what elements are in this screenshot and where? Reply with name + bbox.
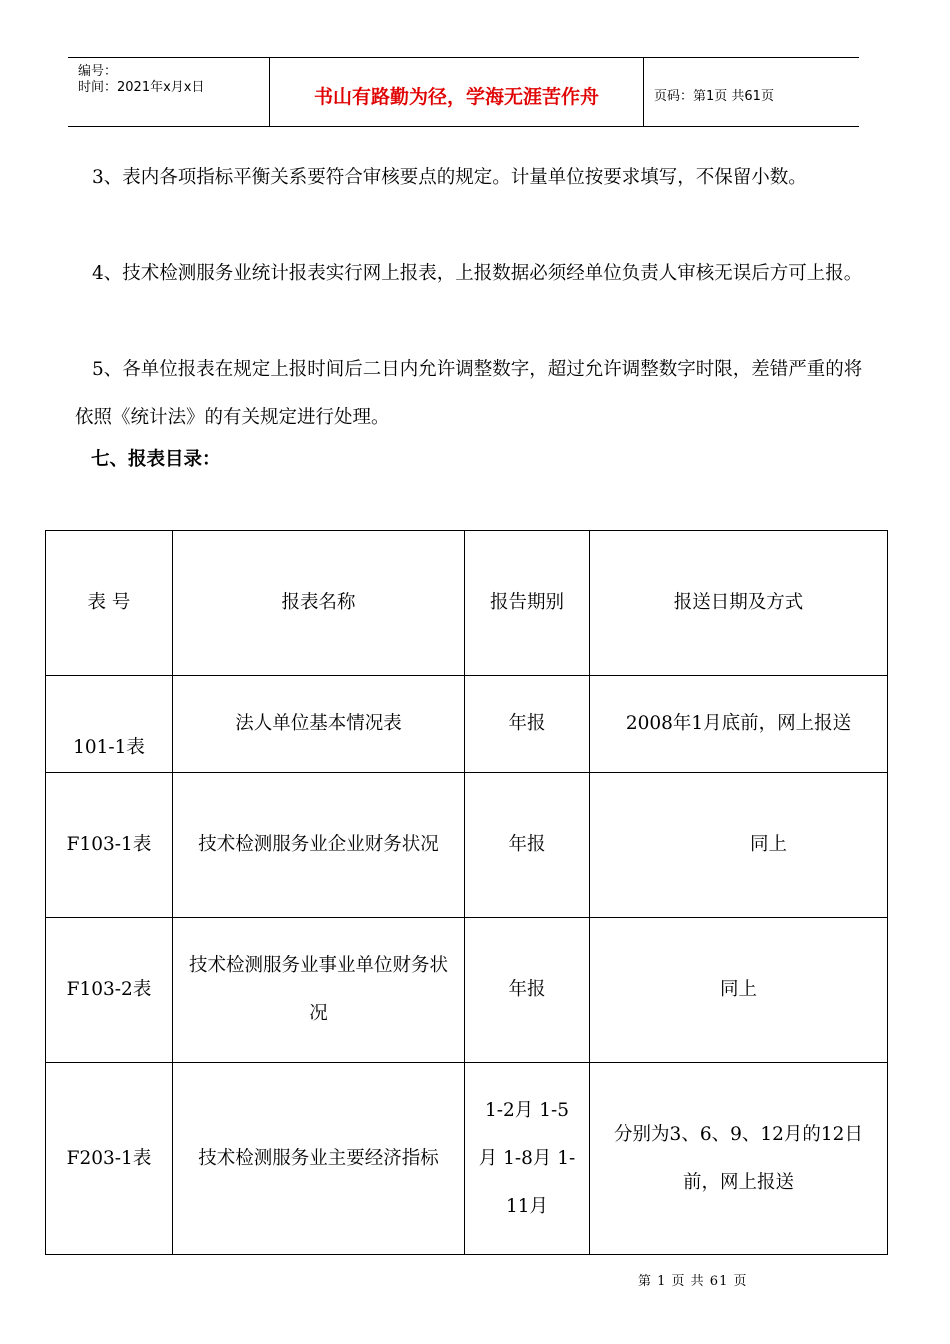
page-header [68, 57, 859, 127]
header-info-cell [68, 58, 270, 126]
cell-name: 技术检测服务业企业财务状况 [173, 773, 465, 918]
cell-delivery: 分别为3、6、9、12月的12日前，网上报送 [590, 1063, 888, 1255]
cell-id: F103-2表 [46, 918, 173, 1063]
header-name: 报表名称 [173, 531, 465, 676]
table-header-row [46, 531, 888, 676]
page-footer: 第 1 页 共 61 页 [638, 1274, 748, 1289]
section-heading: 七、报表目录： [91, 449, 221, 470]
cell-id: 101-1表 [46, 676, 173, 773]
cell-period: 年报 [465, 773, 590, 918]
cell-delivery: 同上 [590, 773, 888, 918]
paragraph-5: 5、各单位报表在规定上报时间后二日内允许调整数字，超过允许调整数字时限，差错严重的将依照《统计法》的有关规定进行处理。 [75, 359, 863, 428]
cell-name: 技术检测服务业事业单位财务状况 [173, 918, 465, 1063]
cell-name: 技术检测服务业主要经济指标 [173, 1063, 465, 1255]
cell-period: 年报 [465, 918, 590, 1063]
time-label: 时间：2021年x月x日 [78, 80, 205, 95]
number-label: 编号： [78, 64, 118, 79]
page-info: 页码：第1页 共61页 [654, 89, 774, 104]
table-row [46, 918, 888, 1063]
header-delivery: 报送日期及方式 [590, 531, 888, 676]
cell-id: F203-1表 [46, 1063, 173, 1255]
cell-id: F103-1表 [46, 773, 173, 918]
cell-period: 1-2月 1-5月 1-8月 1-11月 [465, 1063, 590, 1255]
paragraph-4: 4、技术检测服务业统计报表实行网上报表，上报数据必须经单位负责人审核无误后方可上报。 [92, 263, 863, 284]
table-row [46, 1063, 888, 1255]
paragraph-3: 3、表内各项指标平衡关系要符合审核要点的规定。计量单位按要求填写，不保留小数。 [92, 167, 807, 188]
table-row [46, 773, 888, 918]
header-period: 报告期别 [465, 531, 590, 676]
cell-name: 法人单位基本情况表 [173, 676, 465, 773]
cell-delivery: 2008年1月底前，网上报送 [590, 676, 888, 773]
table-row [46, 676, 888, 773]
cell-delivery: 同上 [590, 918, 888, 1063]
header-page-cell [644, 58, 859, 126]
header-id: 表 号 [46, 531, 173, 676]
motto: 书山有路勤为径，学海无涯苦作舟 [313, 86, 599, 108]
cell-period: 年报 [465, 676, 590, 773]
header-motto-cell [270, 58, 644, 126]
report-catalog-table [45, 530, 888, 1255]
